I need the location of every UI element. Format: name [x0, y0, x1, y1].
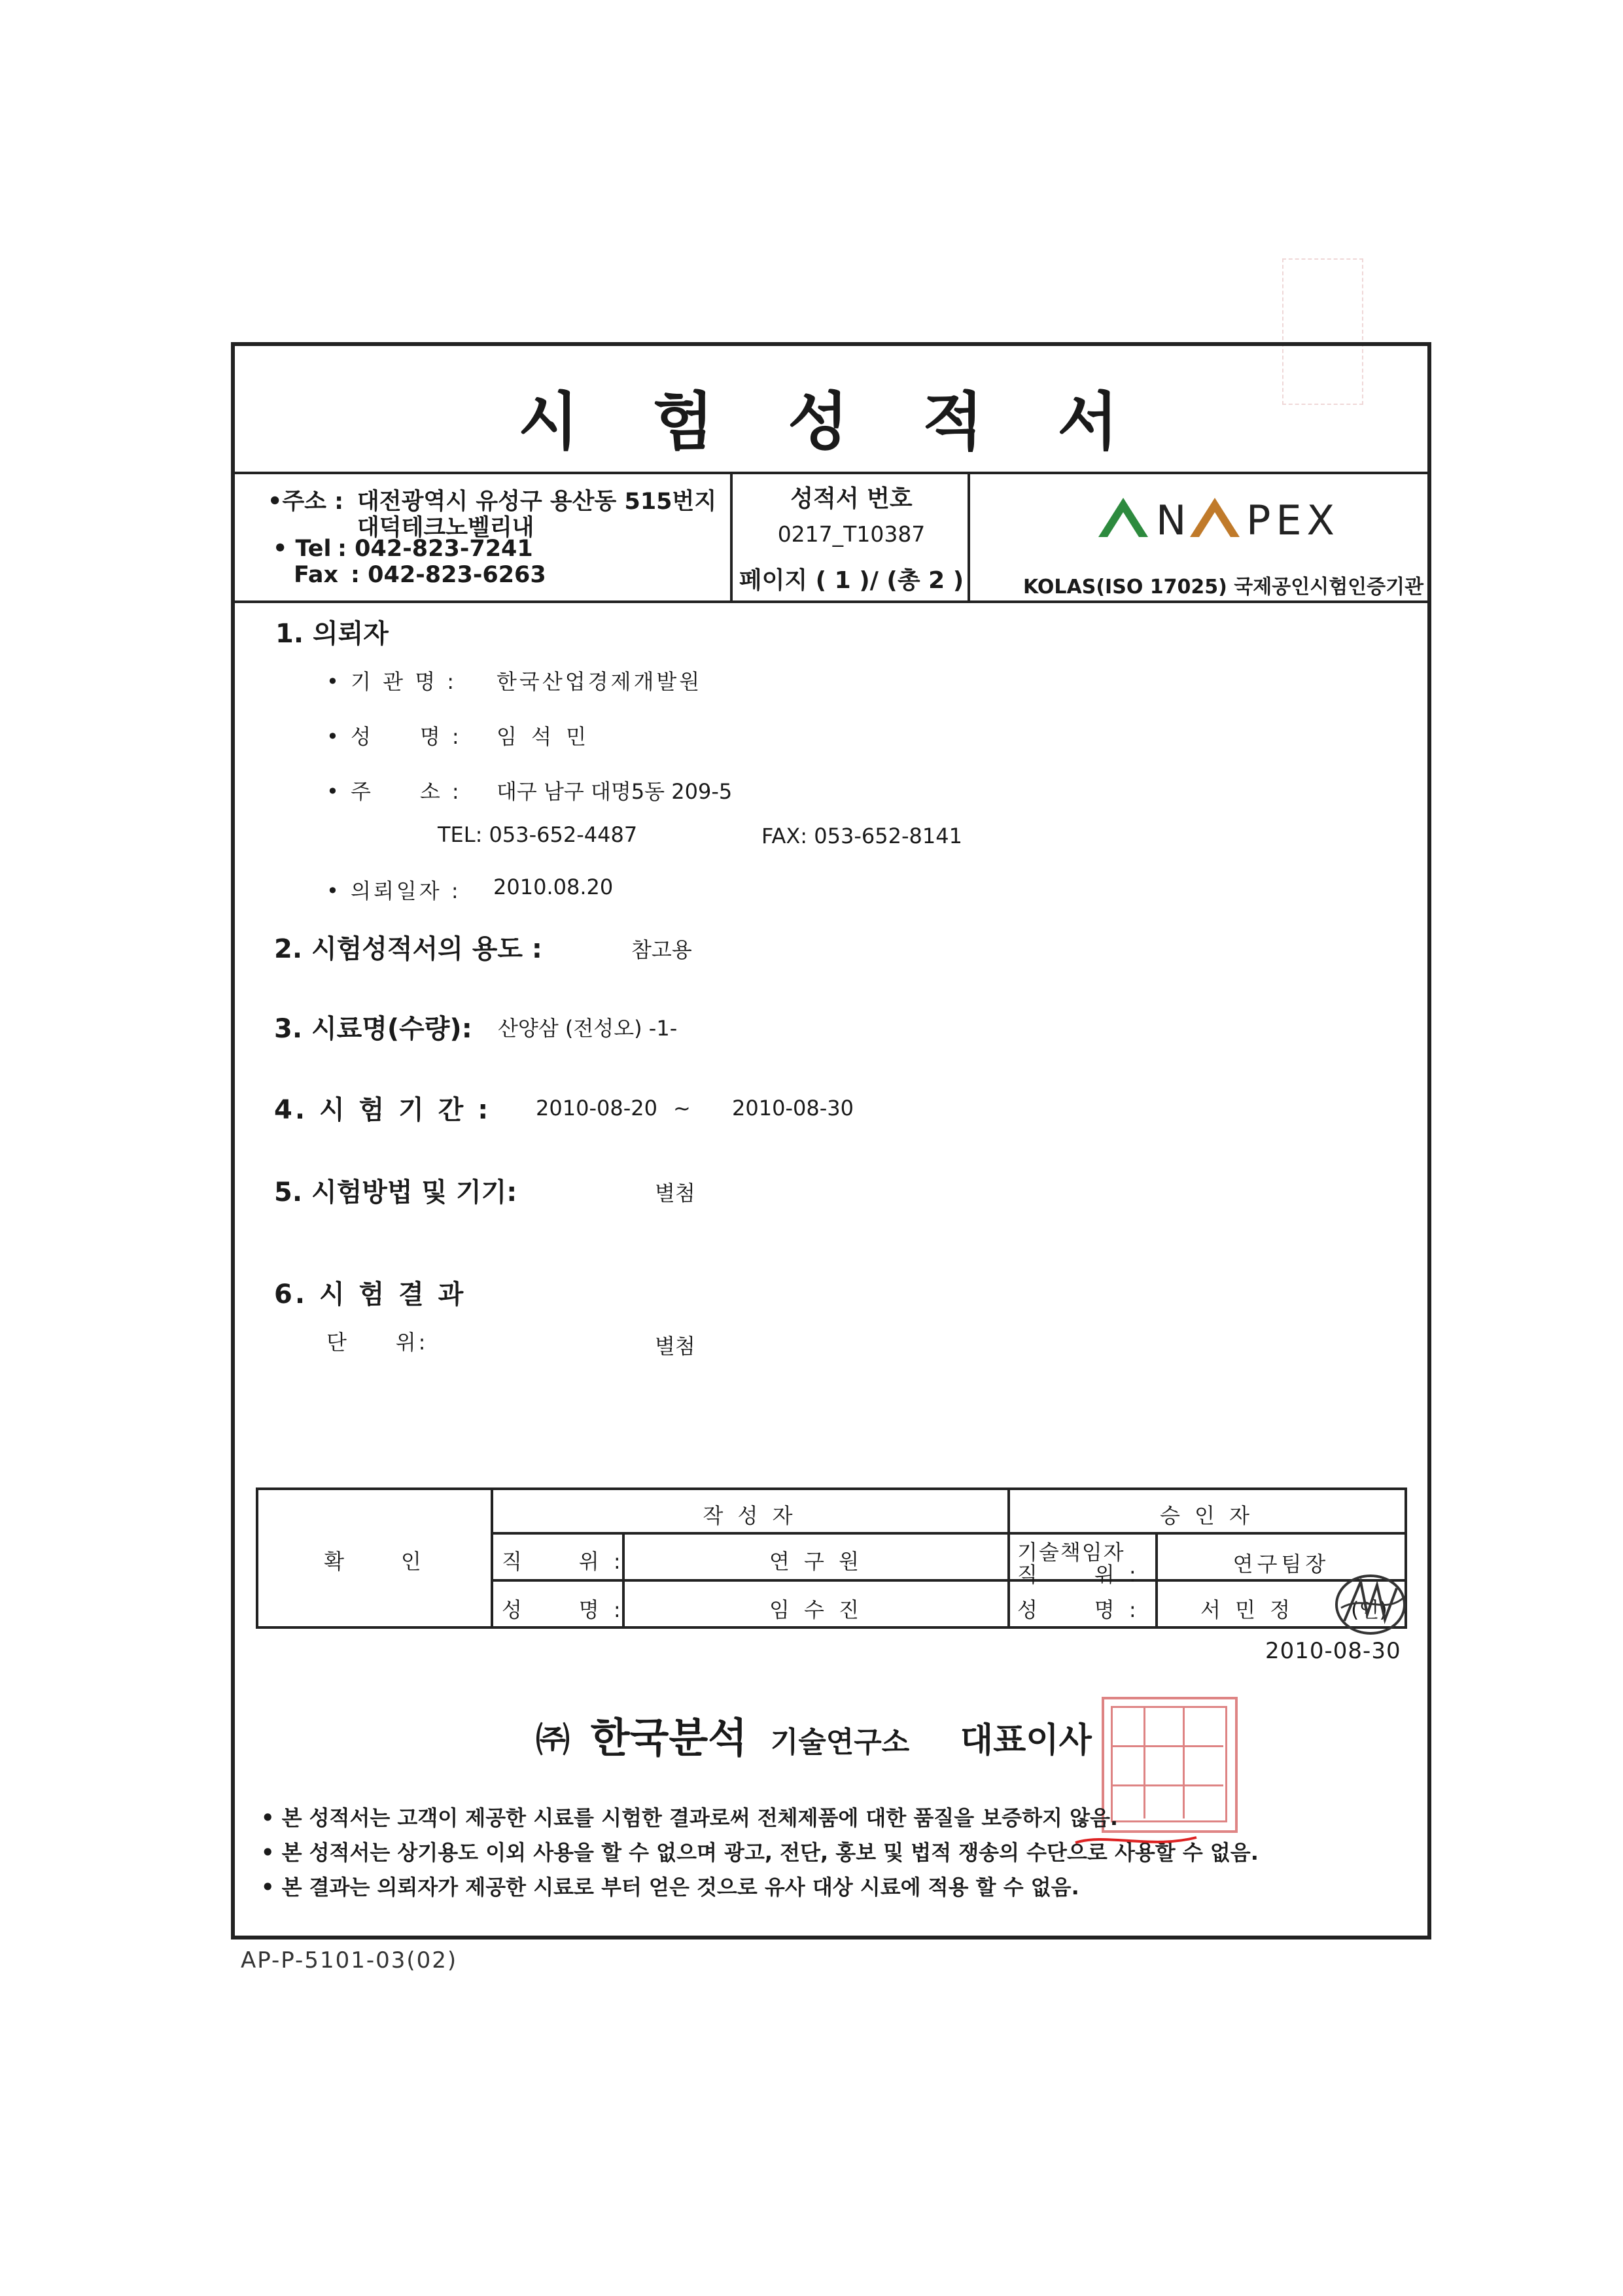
- author-header: 작 성 자: [703, 1503, 797, 1528]
- requester-fax: FAX: 053-652-8141: [761, 824, 962, 848]
- tel-label: • Tel: [273, 536, 332, 562]
- report-number: 0217_T10387: [777, 521, 926, 547]
- svg-text:PEX: PEX: [1246, 496, 1340, 544]
- result-title: 6. 시 험 결 과: [274, 1279, 466, 1310]
- author-name-label: 성 명 :: [502, 1597, 625, 1622]
- report-frame: [231, 342, 1431, 1939]
- page-indicator: 페이지 ( 1 )/ (총 2 ): [739, 567, 964, 594]
- seal-mark: (인): [1351, 1597, 1387, 1622]
- divider: [730, 472, 733, 600]
- method-title: 5. 시험방법 및 기기:: [274, 1177, 517, 1208]
- red-pen-mark-icon: [1072, 1830, 1203, 1856]
- author-position: 연 구 원: [769, 1549, 864, 1574]
- purpose-value: 참고용: [631, 937, 692, 962]
- divider: [235, 472, 1427, 474]
- unit-value: 별첨: [655, 1334, 695, 1359]
- org-value: 한국산업경제개발원: [497, 669, 703, 694]
- divider: [235, 600, 1427, 603]
- period-end: 2010-08-30: [732, 1096, 854, 1121]
- addr-value: 대구 남구 대명5동 209-5: [497, 779, 733, 804]
- note-1: • 본 성적서는 고객이 제공한 시료를 시험한 결과로써 전체제품에 대한 품질을 보증하지 않음.: [261, 1805, 1119, 1830]
- addr-label: • 주 소 :: [326, 779, 462, 804]
- request-date-value: 2010.08.20: [493, 875, 614, 899]
- approval-date: 2010-08-30: [1265, 1638, 1401, 1664]
- company-seal-icon: [1102, 1697, 1238, 1833]
- name-value: 임 석 민: [497, 724, 591, 749]
- period-title: 4. 시 험 기 간 :: [274, 1095, 491, 1125]
- svg-text:N: N: [1156, 496, 1192, 544]
- approver-header: 승 인 자: [1159, 1503, 1254, 1528]
- issuer-ceo: 대표이사: [960, 1721, 1092, 1760]
- method-value: 별첨: [655, 1181, 695, 1206]
- note-2: • 본 성적서는 상기용도 이외 사용을 할 수 없으며 광고, 전단, 홍보 및 법적 쟁송의 수단으로 사용할 수 없음.: [261, 1840, 1259, 1865]
- fax-value: : 042-823-6263: [351, 562, 546, 588]
- purpose-title: 2. 시험성적서의 용도 :: [274, 934, 542, 964]
- requester-section-title: 1. 의뢰자: [275, 619, 389, 649]
- confirm-table: [256, 1487, 1407, 1629]
- unit-label: 단 위:: [326, 1330, 428, 1355]
- address-label: •주소 :: [268, 489, 344, 515]
- request-date-label: • 의뢰일자 :: [326, 878, 461, 903]
- approver-position-label: 직 위 :: [1017, 1562, 1140, 1587]
- address-line2: 대덕테크노벨리내: [357, 515, 534, 541]
- org-label: • 기 관 명 :: [326, 669, 457, 694]
- approver-title: 기술책임자: [1017, 1540, 1125, 1565]
- period-separator: ~: [673, 1096, 691, 1121]
- document-title: 시 험 성 적 서: [517, 385, 1145, 459]
- divider: [968, 472, 970, 600]
- sample-value: 산양삼 (전성오) -1-: [498, 1016, 678, 1041]
- divider: [491, 1532, 1405, 1535]
- report-number-label: 성적서 번호: [790, 485, 913, 512]
- period-start: 2010-08-20: [536, 1096, 657, 1121]
- form-code: AP-P-5101-03(02): [241, 1947, 458, 1974]
- sample-title: 3. 시료명(수량):: [274, 1014, 472, 1044]
- approver-position: 연구팀장: [1232, 1552, 1330, 1576]
- approver-name-label: 성 명 :: [1017, 1597, 1140, 1622]
- author-name: 임 수 진: [769, 1597, 864, 1622]
- requester-tel: TEL: 053-652-4487: [438, 822, 638, 847]
- signature-icon: [1325, 1569, 1416, 1641]
- author-position-label: 직 위 :: [502, 1549, 625, 1574]
- fax-label: Fax: [294, 562, 339, 588]
- tel-value: : 042-823-7241: [338, 536, 533, 562]
- accreditation-text: KOLAS(ISO 17025) 국제공인시험인증기관: [1023, 576, 1424, 599]
- issuer-company: 한국분석: [590, 1714, 748, 1762]
- address-line1: 대전광역시 유성구 용산동 515번지: [357, 489, 717, 515]
- issuer-line: [536, 1705, 1092, 1764]
- approver-name: 서 민 정: [1200, 1597, 1295, 1622]
- issuer-institute: 기술연구소: [770, 1726, 910, 1759]
- name-label: • 성 명 :: [326, 724, 462, 749]
- confirm-label: 확 인: [324, 1549, 425, 1574]
- note-3: • 본 결과는 의뢰자가 제공한 시료로 부터 얻은 것으로 유사 대상 시료에 적용 할 수 없음.: [261, 1875, 1079, 1900]
- issuer-prefix: ㈜: [536, 1721, 570, 1760]
- divider: [491, 1579, 1405, 1582]
